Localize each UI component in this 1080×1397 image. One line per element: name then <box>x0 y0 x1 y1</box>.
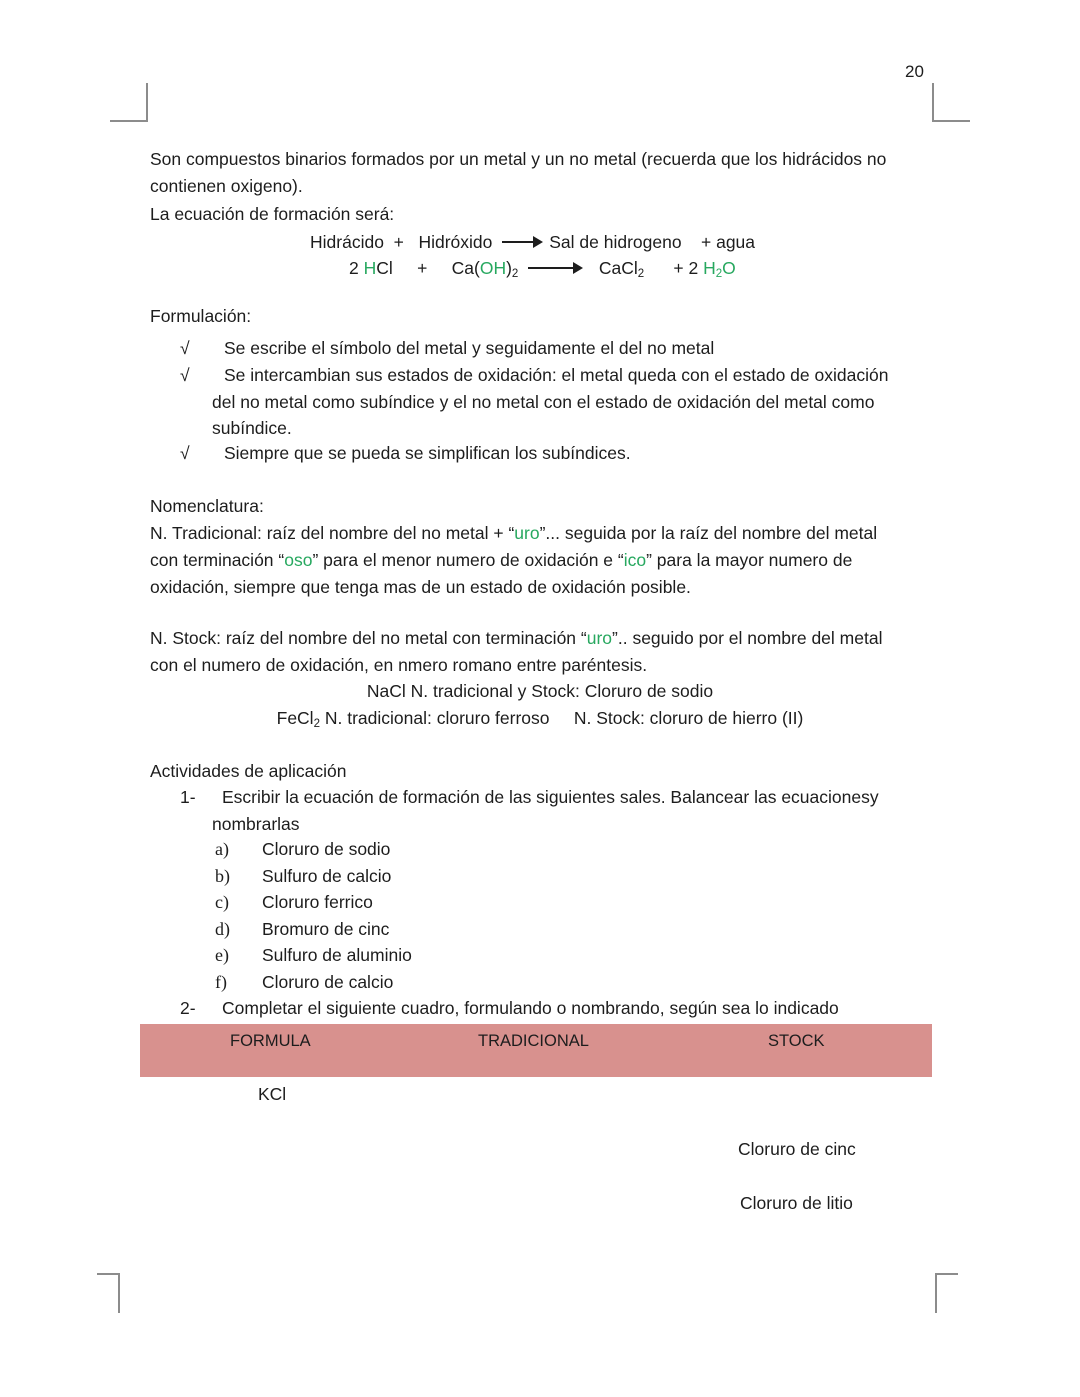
intro-line-1: Son compuestos binarios formados por un metal y un no metal (recuerda que los hidrácidos no <box>150 149 887 169</box>
list-item <box>150 969 412 996</box>
list-item-text: Cloruro de calcio <box>262 971 394 992</box>
checklist-item-text: Se escribe el símbolo del metal y seguidamente el del no metal <box>224 338 715 358</box>
checklist-item <box>150 362 888 442</box>
paragraph-line: con terminación “oso” para el menor numero de oxidación e “ico” para la mayor numero de <box>150 550 853 570</box>
list-item-text: Bromuro de cinc <box>262 918 390 939</box>
list-letter: e) <box>215 945 229 965</box>
list-letter: b) <box>215 865 230 886</box>
list-item <box>150 863 412 890</box>
crop-mark-bottom-right-icon <box>935 1273 958 1313</box>
checklist-item-text: Siempre que se pueda se simplifican los subíndices. <box>224 443 631 463</box>
list-item <box>150 836 412 863</box>
activity-item-2 <box>150 995 839 1022</box>
check-bullet: √ <box>180 443 190 463</box>
formula-equation: 2 HCl + $Ca(OH)_2$ CaCl$_2$ + 2 $H_2O$ <box>349 258 736 280</box>
list-item-text: Cloruro ferrico <box>262 892 373 912</box>
example-nacl: NaCl N. tradicional y Stock: Cloruro de sodio <box>366 681 714 701</box>
actividades-title: Actividades de aplicación <box>150 761 347 781</box>
nomenclatura-stock-paragraph <box>150 625 882 679</box>
page-number: 20 <box>905 62 924 81</box>
list-letter: f) <box>215 971 227 992</box>
table-cell-stock-cloruro-de-litio: Cloruro de litio <box>740 1193 853 1213</box>
list-number: 1- <box>180 787 196 807</box>
intro-paragraph <box>150 146 886 200</box>
check-bullet: √ <box>180 365 190 385</box>
nomenclatura-title: Nomenclatura: <box>150 496 264 516</box>
list-item-text: Sulfuro de calcio <box>262 865 392 886</box>
table-cell-formula-kcl: KCl <box>258 1084 287 1104</box>
paragraph-line: N. Tradicional: raíz del nombre del no metal + “uro”... seguida por la raíz del nombre del metal <box>150 523 878 543</box>
checklist-item-text: Se intercambian sus estados de oxidación: el metal queda con el estado de oxidación <box>224 365 889 385</box>
intro-line-2: contienen oxigeno). <box>150 176 303 196</box>
activity-text: nombrarlas <box>212 814 300 834</box>
check-bullet: √ <box>180 338 190 358</box>
list-number: 2- <box>180 998 196 1018</box>
list-letter: a) <box>215 839 229 859</box>
list-item-text: Sulfuro de aluminio <box>262 945 412 965</box>
activity-text: Escribir la ecuación de formación de las siguientes sales. Balancear las ecuacionesy <box>222 787 879 807</box>
list-item <box>150 889 412 916</box>
checklist-item-text: subíndice. <box>212 418 292 439</box>
crop-mark-top-left-icon <box>110 83 148 122</box>
activity-sub-list <box>150 836 412 995</box>
checklist-item <box>150 440 631 467</box>
checklist-item-text: del no metal como subíndice y el no metal con el estado de oxidación del metal como <box>212 391 875 412</box>
paragraph-line: N. Stock: raíz del nombre del no metal con terminación “uro”.. seguido por el nombre del metal <box>150 628 883 648</box>
activity-text: Completar el siguiente cuadro, formulando o nombrando, según sea lo indicado <box>222 998 839 1018</box>
list-item <box>150 942 412 969</box>
list-letter: d) <box>215 918 230 939</box>
word-equation: Hidrácido + Hidróxido Sal de hidrogeno + agua <box>310 232 756 252</box>
activity-item-1 <box>150 784 879 838</box>
crop-mark-bottom-left-icon <box>97 1273 120 1313</box>
list-item <box>150 916 412 943</box>
right-arrow-icon <box>528 267 574 269</box>
list-letter: c) <box>215 892 229 912</box>
example-fecl2: FeCl$_2$ N. tradicional: cloruro ferroso N. Stock: cloruro de hierro (II) <box>276 708 804 730</box>
formulacion-title: Formulación: <box>150 306 252 326</box>
table-header-formula: FORMULA <box>230 1032 311 1050</box>
table-header-row <box>140 1024 932 1077</box>
right-arrow-icon <box>502 241 534 243</box>
paragraph-line: con el numero de oxidación, en nmero romano entre paréntesis. <box>150 655 648 675</box>
table-header-stock: STOCK <box>768 1032 825 1050</box>
checklist-item <box>150 335 714 362</box>
nomenclatura-tradicional-paragraph <box>150 520 877 601</box>
formation-intro-line: La ecuación de formación será: <box>150 204 395 224</box>
paragraph-line: oxidación, siempre que tenga mas de un estado de oxidación posible. <box>150 577 691 597</box>
table-cell-stock-cloruro-de-cinc: Cloruro de cinc <box>738 1139 856 1159</box>
list-item-text: Cloruro de sodio <box>262 839 391 859</box>
crop-mark-top-right-icon <box>932 83 970 122</box>
table-header-tradicional: TRADICIONAL <box>478 1032 589 1050</box>
